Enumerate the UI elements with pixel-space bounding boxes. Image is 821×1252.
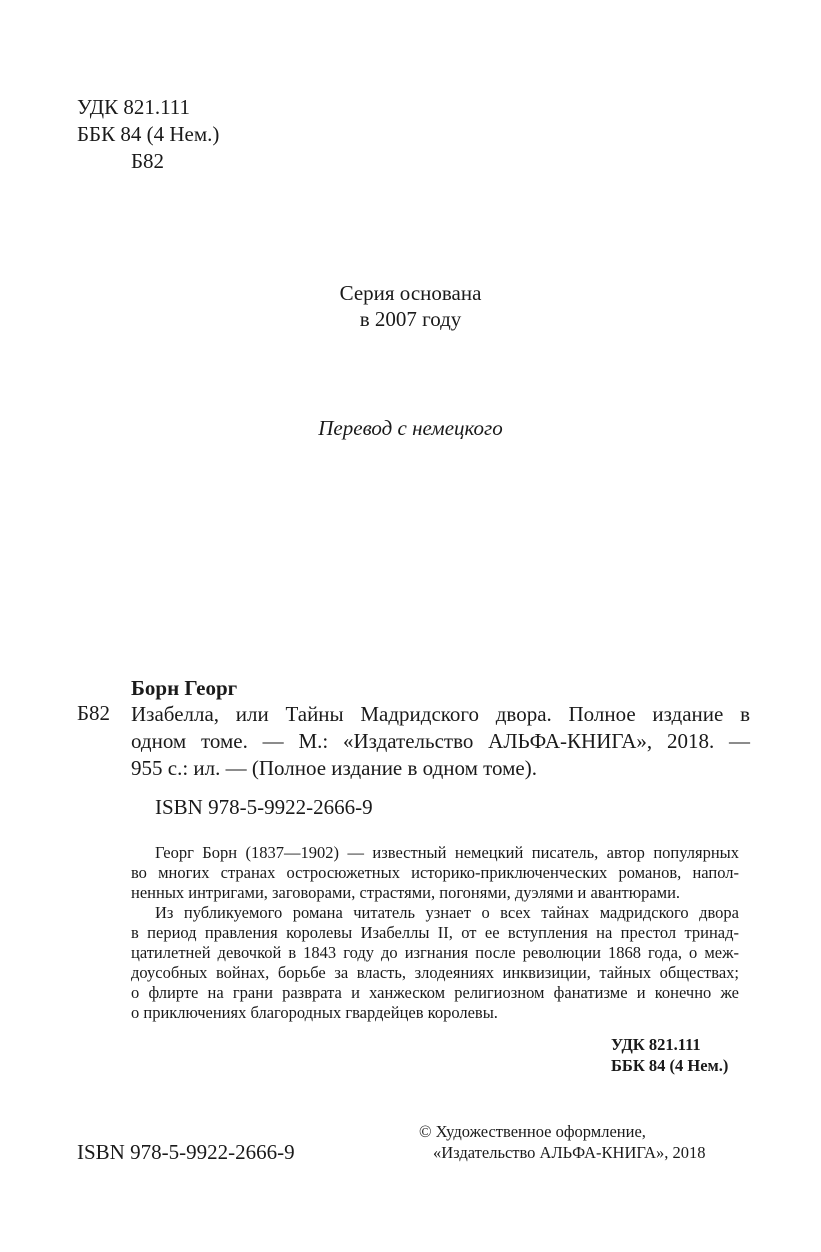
annotation-line: цатилетней девочкой в 1843 году до изгнания после революции 1868 года, о меж- <box>131 943 739 962</box>
catalog-line: одном томе. — М.: «Издательство АЛЬФА-КНИГА», 2018. — <box>131 729 750 753</box>
author-mark-top: Б82 <box>131 149 165 173</box>
udk-code-bottom: УДК 821.111 <box>611 1035 701 1054</box>
series-line-1: Серия основана <box>339 281 482 305</box>
catalog-author-mark: Б82 <box>77 701 111 725</box>
annotation-line: о флирте на грани разврата и ханжеском религиозном фанатизме и конечно же <box>131 983 739 1002</box>
catalog-description <box>131 701 750 782</box>
series-note <box>0 280 821 332</box>
copyright-notice <box>419 1121 706 1163</box>
bbk-code-top: ББК 84 (4 Нем.) <box>77 122 220 146</box>
copyright-line-1: © Художественное оформление, <box>419 1122 646 1141</box>
classification-bottom <box>611 1034 728 1076</box>
annotation-line: в период правления королевы Изабеллы II, от ее вступления на престол тринад- <box>131 923 739 942</box>
annotation-line: Из публикуемого романа читатель узнает о всех тайнах мадридского двора <box>155 903 739 922</box>
translation-note: Перевод с немецкого <box>318 416 503 440</box>
copyright-line-2: «Издательство АЛЬФА-КНИГА», 2018 <box>433 1143 706 1162</box>
catalog-isbn: ISBN 978-5-9922-2666-9 <box>155 795 373 819</box>
annotation-line: доусобных войнах, борьбе за власть, злодеяниях инквизиции, тайных обществах; <box>131 963 739 982</box>
annotation <box>131 843 739 1023</box>
catalog-line: Изабелла, или Тайны Мадридского двора. Полное издание в <box>131 702 750 726</box>
catalog-author: Борн Георг <box>131 676 238 700</box>
series-line-2: в 2007 году <box>359 307 462 331</box>
udk-code-top: УДК 821.111 <box>77 95 191 119</box>
annotation-line: ненных интригами, заговорами, страстями, погонями, дуэлями и авантюрами. <box>131 883 681 902</box>
catalog-line: 955 с.: ил. — (Полное издание в одном томе). <box>131 756 537 780</box>
annotation-line: Георг Борн (1837—1902) — известный немецкий писатель, автор популярных <box>155 843 739 862</box>
isbn-bottom: ISBN 978-5-9922-2666-9 <box>77 1140 295 1164</box>
annotation-line: о приключениях благородных гвардейцев королевы. <box>131 1003 498 1022</box>
bbk-code-bottom: ББК 84 (4 Нем.) <box>611 1056 729 1075</box>
annotation-line: во многих странах остросюжетных историко-приключенческих романов, напол- <box>131 863 739 882</box>
